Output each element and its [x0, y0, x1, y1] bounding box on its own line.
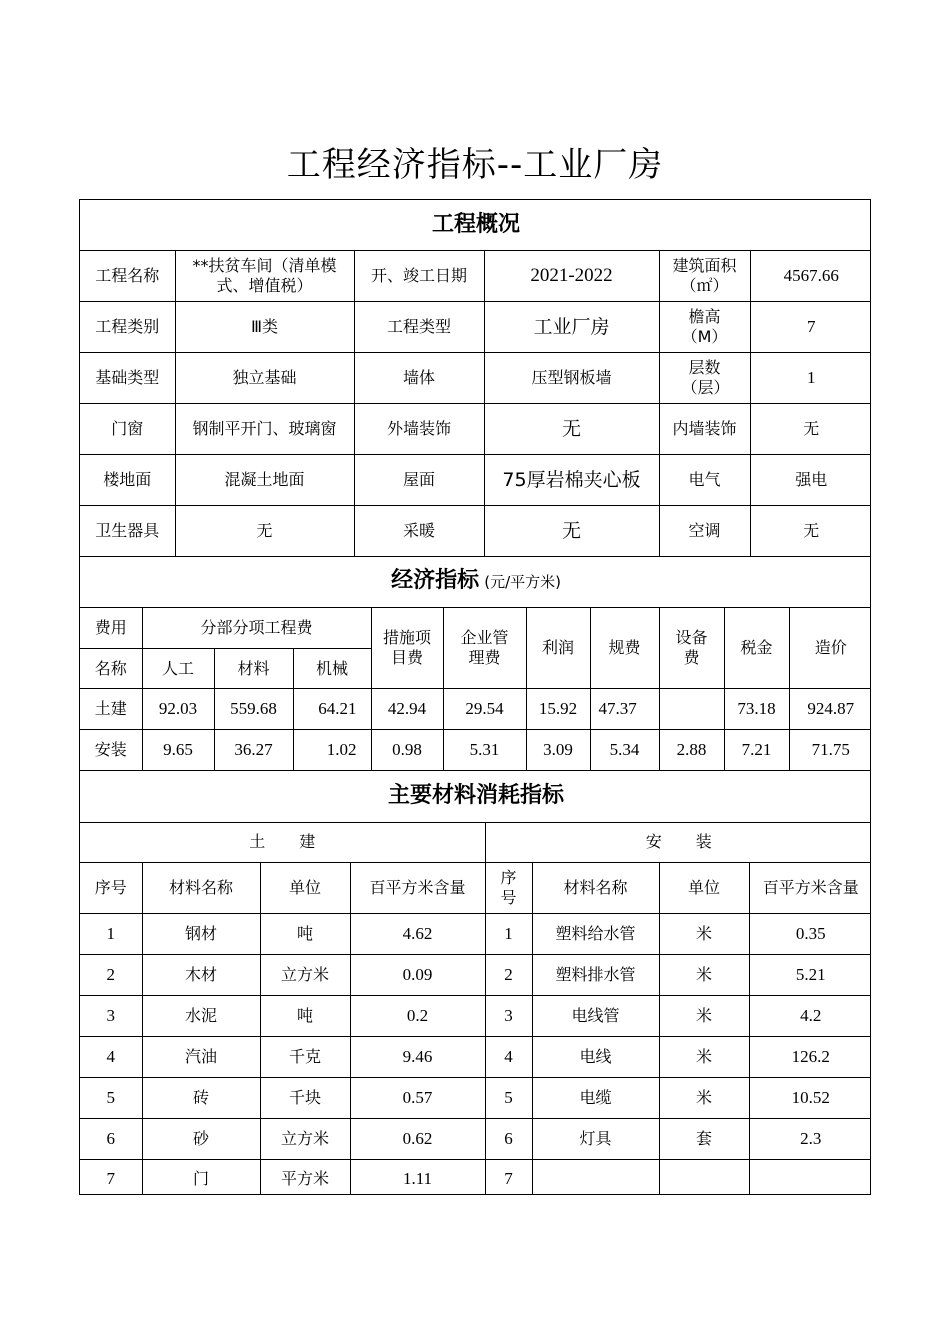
overview-row — [80, 250, 871, 301]
cell-unit: 套 — [659, 1118, 749, 1159]
group-civil-label: 土建 — [249, 832, 350, 851]
header-fenbu: 分部分项工程费 — [142, 608, 371, 649]
table-row — [80, 1159, 871, 1195]
value-interior-finish: 无 — [750, 403, 871, 454]
group-install-label: 安装 — [645, 832, 746, 851]
cell-material: 汽油 — [142, 1036, 260, 1077]
cell-material: 电线管 — [532, 995, 659, 1036]
value-exterior-finish: 无 — [484, 403, 659, 454]
cell-seq: 3 — [485, 995, 532, 1036]
col-material-name: 材料名称 — [142, 862, 260, 913]
label-heating: 采暖 — [354, 505, 484, 556]
cell-material: 559.68 — [214, 689, 293, 730]
cell-material: 塑料给水管 — [532, 913, 659, 954]
cell-content: 9.46 — [350, 1036, 485, 1077]
value-area: 4567.66 — [750, 250, 871, 301]
materials-table — [80, 771, 871, 1195]
cell-material: 木材 — [142, 954, 260, 995]
cell-material: 钢材 — [142, 913, 260, 954]
cell-unit: 米 — [659, 913, 749, 954]
cell-profit: 15.92 — [526, 689, 590, 730]
row-label: 土建 — [80, 689, 142, 730]
cell-content: 4.2 — [749, 995, 871, 1036]
col-unit: 单位 — [260, 862, 350, 913]
cell-unit: 千块 — [260, 1077, 350, 1118]
cell-mgmt: 29.54 — [443, 689, 526, 730]
header-name: 名称 — [80, 649, 142, 689]
cell-content: 0.09 — [350, 954, 485, 995]
value-doors-windows: 钢制平开门、玻璃窗 — [175, 403, 354, 454]
cell-unit: 吨 — [260, 913, 350, 954]
header-machine: 机械 — [293, 649, 371, 689]
cell-labor: 92.03 — [142, 689, 214, 730]
economic-unit: (元/平方米) — [484, 573, 561, 592]
value-type: 工业厂房 — [484, 301, 659, 352]
label-eave-height: 檐高（M） — [659, 301, 750, 352]
group-install — [485, 822, 871, 862]
cell-material: 砂 — [142, 1118, 260, 1159]
cell-seq: 4 — [80, 1036, 142, 1077]
label-project-name: 工程名称 — [80, 250, 175, 301]
cell-seq: 7 — [485, 1159, 532, 1195]
table-row — [80, 913, 871, 954]
value-dates: 2021-2022 — [484, 250, 659, 301]
header-fee: 费用 — [80, 608, 142, 649]
label-electrical: 电气 — [659, 454, 750, 505]
cell-machine: 64.21 — [293, 689, 371, 730]
label-interior-finish: 内墙装饰 — [659, 403, 750, 454]
cell-price: 924.87 — [789, 689, 871, 730]
cell-seq: 1 — [80, 913, 142, 954]
cell-material: 砖 — [142, 1077, 260, 1118]
cell-unit: 平方米 — [260, 1159, 350, 1195]
cell-content: 1.11 — [350, 1159, 485, 1195]
label-wall: 墙体 — [354, 352, 484, 403]
cell-unit: 吨 — [260, 995, 350, 1036]
cell-seq: 4 — [485, 1036, 532, 1077]
label-ac: 空调 — [659, 505, 750, 556]
value-roof: 75厚岩棉夹心板 — [484, 454, 659, 505]
value-floors: 1 — [750, 352, 871, 403]
cell-content: 0.35 — [749, 913, 871, 954]
cell-seq: 5 — [80, 1077, 142, 1118]
cell-material: 门 — [142, 1159, 260, 1195]
cell-unit: 立方米 — [260, 1118, 350, 1159]
cell-content: 4.62 — [350, 913, 485, 954]
header-price: 造价 — [789, 608, 871, 689]
materials-heading: 主要材料消耗指标 — [80, 771, 871, 822]
cell-unit: 千克 — [260, 1036, 350, 1077]
col-seq: 序号 — [485, 862, 532, 913]
value-wall: 压型钢板墙 — [484, 352, 659, 403]
overview-row — [80, 301, 871, 352]
cell-seq: 6 — [485, 1118, 532, 1159]
cell-material: 电缆 — [532, 1077, 659, 1118]
header-measures: 措施项目费 — [371, 608, 443, 689]
label-dates: 开、竣工日期 — [354, 250, 484, 301]
cell-seq: 5 — [485, 1077, 532, 1118]
economic-heading-text: 经济指标 — [391, 568, 480, 594]
cell-regulation: 47.37 — [590, 689, 659, 730]
header-equipment: 设备费 — [659, 608, 724, 689]
header-mgmt: 企业管理费 — [443, 608, 526, 689]
label-floors: 层数（层） — [659, 352, 750, 403]
cell-material: 塑料排水管 — [532, 954, 659, 995]
cell-content: 126.2 — [749, 1036, 871, 1077]
cell-unit: 米 — [659, 954, 749, 995]
economic-row-install — [80, 730, 871, 771]
cell-measures: 0.98 — [371, 730, 443, 771]
value-category: Ⅲ类 — [175, 301, 354, 352]
cell-content: 0.62 — [350, 1118, 485, 1159]
overview-heading: 工程概况 — [80, 200, 871, 250]
cell-unit — [659, 1159, 749, 1195]
label-foundation: 基础类型 — [80, 352, 175, 403]
cell-price: 71.75 — [789, 730, 871, 771]
overview-row — [80, 505, 871, 556]
cell-material: 36.27 — [214, 730, 293, 771]
cell-mgmt: 5.31 — [443, 730, 526, 771]
value-floor: 混凝土地面 — [175, 454, 354, 505]
cell-machine: 1.02 — [293, 730, 371, 771]
table-row — [80, 1077, 871, 1118]
cell-unit: 米 — [659, 995, 749, 1036]
economic-table — [80, 557, 871, 772]
cell-content: 0.2 — [350, 995, 485, 1036]
label-floor: 楼地面 — [80, 454, 175, 505]
cell-labor: 9.65 — [142, 730, 214, 771]
cell-seq: 2 — [80, 954, 142, 995]
cell-content: 2.3 — [749, 1118, 871, 1159]
cell-measures: 42.94 — [371, 689, 443, 730]
economic-heading — [80, 557, 871, 608]
group-civil — [80, 822, 485, 862]
label-category: 工程类别 — [80, 301, 175, 352]
cell-content — [749, 1159, 871, 1195]
table-row — [80, 1036, 871, 1077]
col-unit: 单位 — [659, 862, 749, 913]
cell-seq: 6 — [80, 1118, 142, 1159]
value-electrical: 强电 — [750, 454, 871, 505]
cell-tax: 7.21 — [724, 730, 789, 771]
cell-content: 5.21 — [749, 954, 871, 995]
cell-seq: 2 — [485, 954, 532, 995]
cell-material — [532, 1159, 659, 1195]
header-tax: 税金 — [724, 608, 789, 689]
label-sanitary: 卫生器具 — [80, 505, 175, 556]
cell-seq: 1 — [485, 913, 532, 954]
cell-tax: 73.18 — [724, 689, 789, 730]
label-doors-windows: 门窗 — [80, 403, 175, 454]
header-regulation: 规费 — [590, 608, 659, 689]
overview-row — [80, 403, 871, 454]
label-type: 工程类型 — [354, 301, 484, 352]
cell-equipment — [659, 689, 724, 730]
header-material: 材料 — [214, 649, 293, 689]
cell-seq: 7 — [80, 1159, 142, 1195]
col-content: 百平方米含量 — [749, 862, 871, 913]
overview-row — [80, 352, 871, 403]
cell-equipment: 2.88 — [659, 730, 724, 771]
cell-seq: 3 — [80, 995, 142, 1036]
label-area: 建筑面积（㎡） — [659, 250, 750, 301]
value-heating: 无 — [484, 505, 659, 556]
materials-header-row — [80, 862, 871, 913]
cell-material: 灯具 — [532, 1118, 659, 1159]
value-project-name: **扶贫车间（清单模式、增值税） — [175, 250, 354, 301]
value-eave-height: 7 — [750, 301, 871, 352]
cell-content: 10.52 — [749, 1077, 871, 1118]
col-content: 百平方米含量 — [350, 862, 485, 913]
cell-regulation: 5.34 — [590, 730, 659, 771]
overview-table — [80, 200, 871, 557]
table-row — [80, 954, 871, 995]
table-row — [80, 1118, 871, 1159]
cell-profit: 3.09 — [526, 730, 590, 771]
header-profit: 利润 — [526, 608, 590, 689]
value-foundation: 独立基础 — [175, 352, 354, 403]
document-title: 工程经济指标--工业厂房 — [286, 145, 664, 185]
row-label: 安装 — [80, 730, 142, 771]
indicator-table — [79, 199, 871, 1195]
col-seq: 序号 — [80, 862, 142, 913]
cell-material: 水泥 — [142, 995, 260, 1036]
cell-unit: 立方米 — [260, 954, 350, 995]
table-row — [80, 995, 871, 1036]
header-labor: 人工 — [142, 649, 214, 689]
overview-row — [80, 454, 871, 505]
col-material-name: 材料名称 — [532, 862, 659, 913]
label-exterior-finish: 外墙装饰 — [354, 403, 484, 454]
cell-material: 电线 — [532, 1036, 659, 1077]
economic-row-civil — [80, 689, 871, 730]
cell-content: 0.57 — [350, 1077, 485, 1118]
cell-unit: 米 — [659, 1077, 749, 1118]
cell-unit: 米 — [659, 1036, 749, 1077]
value-ac: 无 — [750, 505, 871, 556]
value-sanitary: 无 — [175, 505, 354, 556]
label-roof: 屋面 — [354, 454, 484, 505]
